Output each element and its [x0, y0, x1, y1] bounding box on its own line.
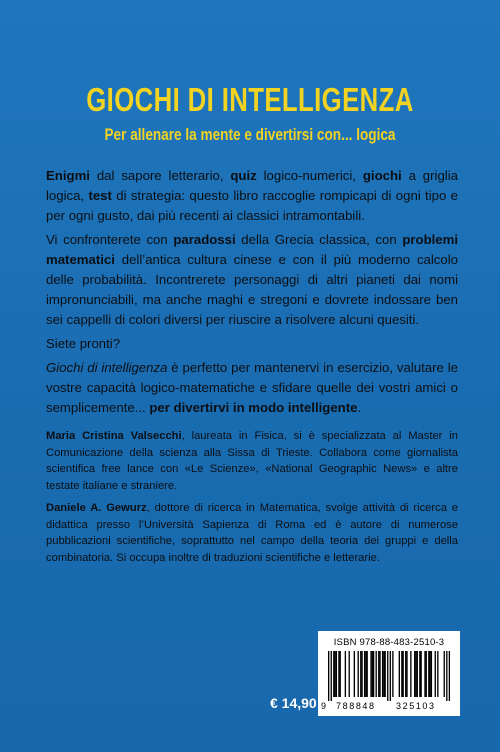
barcode-bar — [376, 651, 377, 697]
isbn-label: ISBN 978-88-483-2510-3 — [333, 637, 445, 648]
text-run: a griglia logica, — [46, 168, 458, 203]
text-run: dell’antica cultura cinese e con il più moderno calcolo delle probabilità. Incontrerete personaggi di altri pianeti dai nomi impronunciabili, ma anche maghi e stregoni e dovrete indossare ben sei cappelli di colori diversi per riuscire a risolvere alcuni quesiti. — [46, 252, 458, 327]
barcode-bar — [340, 651, 341, 697]
barcode-bar — [444, 651, 445, 697]
italic-run: Giochi di intelligenza — [46, 360, 168, 375]
bold-run: Enigmi — [46, 168, 90, 183]
barcode-bar — [435, 651, 436, 697]
text-run: Vi confronterete con — [46, 232, 174, 247]
barcode-bar — [378, 651, 379, 697]
barcode-bar — [419, 651, 420, 697]
text-run: Siete pronti? — [46, 336, 121, 351]
barcode-digit-first: 9 — [321, 701, 327, 711]
price: € 14,90 — [270, 695, 317, 711]
text-run: è perfetto per mantenervi in esercizio, valutare le vostre capacità logico-matematiche e sfidare quelle dei vostri amici o semplicemente... — [46, 360, 458, 415]
barcode-bar — [385, 651, 386, 697]
text-run: . — [357, 400, 362, 415]
barcode-bar — [361, 651, 362, 697]
barcode-bar — [358, 651, 359, 697]
blurb-paragraph-2 — [46, 230, 458, 330]
barcode-bar — [399, 651, 400, 697]
bold-run: problemi matematici — [46, 232, 459, 267]
bold-run: quiz — [230, 168, 257, 183]
barcode-bar — [354, 651, 355, 697]
text-run: , laureata in Fisica, si è specializzata al Master in Comunicazione della scienza alla Sissa di Trieste. Collabora come giornalista scientifica free lance con «Le Scienze», «National Geographic News» e altre testate italiane e straniere. — [46, 430, 458, 492]
barcode-bars — [328, 651, 450, 701]
barcode-bar — [431, 651, 432, 697]
barcode-bar — [334, 651, 335, 697]
barcode-bar — [420, 651, 421, 697]
barcode-bar — [428, 651, 429, 697]
bold-run: giochi — [362, 168, 402, 183]
author-bio-text — [46, 500, 458, 566]
blurb-paragraph-4 — [46, 358, 458, 418]
barcode-bar — [417, 651, 418, 697]
barcode-bar — [392, 651, 393, 697]
barcode-bar — [365, 651, 366, 697]
barcode-bar — [415, 651, 416, 697]
barcode-bar — [364, 651, 365, 697]
barcode-bar — [390, 651, 391, 701]
barcode-bar — [372, 651, 373, 697]
blurb — [46, 166, 458, 422]
barcode-bar — [410, 651, 411, 697]
barcode — [318, 631, 460, 716]
barcode-bar — [383, 651, 384, 697]
blurb-paragraph-1 — [46, 166, 458, 226]
barcode-bar — [429, 651, 430, 697]
barcode-bar — [405, 651, 406, 697]
barcode-bar — [424, 651, 425, 697]
barcode-bar — [370, 651, 371, 697]
barcode-bar — [360, 651, 361, 697]
barcode-bar — [328, 651, 329, 701]
barcode-digits-right: 325103 — [396, 701, 436, 711]
barcode-bar — [437, 651, 438, 697]
barcode-bar — [414, 651, 415, 697]
barcode-bar — [426, 651, 427, 697]
bold-run: Maria Cristina Valsecchi — [46, 430, 182, 442]
text-run: , dottore di ricerca in Matematica, svolge attività di ricerca e didattica presso l’Università Sapienza di Roma ed è autore di numerose pubblicazioni scientifiche, soprattutto nel campo della teoria dei gruppi e della combinatoria. Si occupa inoltre di traduzioni scientifiche e letterarie. — [46, 502, 458, 564]
bold-run: paradossi — [173, 232, 236, 247]
barcode-bar — [379, 651, 380, 697]
barcode-bar — [333, 651, 334, 697]
barcode-bar — [373, 651, 374, 697]
barcode-bar — [367, 651, 368, 697]
book-subtitle: Per allenare la mente e divertirsi con... logica — [104, 125, 396, 144]
barcode-digits-left: 788848 — [336, 701, 376, 711]
barcode-bar — [446, 651, 447, 701]
bold-run: test — [88, 188, 112, 203]
author-bio-text — [46, 428, 458, 494]
barcode-bar — [382, 651, 383, 697]
barcode-bar — [406, 651, 407, 697]
text-run: della Grecia classica, con — [235, 232, 403, 247]
barcode-bar — [336, 651, 337, 697]
barcode-bar — [349, 651, 350, 697]
blurb-paragraph-3 — [46, 334, 458, 354]
book-title: GIOCHI DI INTELLIGENZA — [86, 81, 414, 118]
bold-run: Daniele A. Gewurz — [46, 502, 147, 514]
author-bio-valsecchi — [46, 428, 458, 494]
text-run: dal sapore letterario, — [89, 168, 231, 183]
barcode-bar — [401, 651, 402, 697]
text-run: logico-numerici, — [256, 168, 363, 183]
barcode-bar — [331, 651, 332, 701]
text-run: di strategia: questo libro raccoglie rompicapi di ogni tipo e per ogni gusto, dai più recenti ai classici intramontabili. — [46, 188, 458, 223]
barcode-bar — [449, 651, 450, 701]
barcode-bar — [387, 651, 388, 701]
bold-run: per divertirvi in modo intelligente — [149, 400, 358, 415]
barcode-bar — [338, 651, 339, 697]
barcode-bar — [345, 651, 346, 697]
barcode-bar — [402, 651, 403, 697]
author-bio-gewurz — [46, 500, 458, 566]
